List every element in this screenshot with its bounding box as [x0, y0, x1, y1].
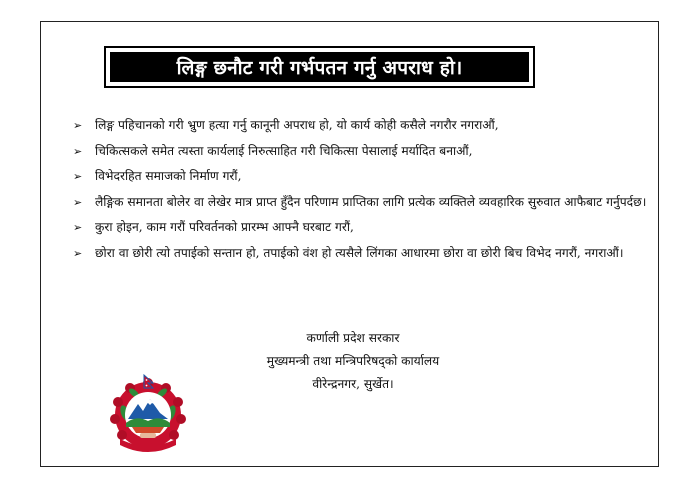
bullet-list: [73, 113, 651, 266]
notice-frame: [40, 21, 659, 467]
signature-office: मुख्यमन्त्री तथा मन्त्रिपरिषद्को कार्यालय: [266, 354, 440, 368]
list-item: [73, 190, 651, 216]
bullet-text: चिकित्सकले समेत त्यस्ता कार्यलाई निरुत्साहित गरी चिकित्सा पेसालाई मर्यादित बनाऔं,: [95, 143, 473, 158]
signature-location: वीरेन्द्रनगर, सुर्खेत।: [312, 377, 394, 391]
arrow-bullet-icon: ➢: [73, 144, 83, 158]
arrow-bullet-icon: ➢: [73, 195, 83, 209]
bullet-text: लैङ्गिक समानता बोलेर वा लेखेर मात्र प्राप्त हुँदैन परिणाम प्राप्तिका लागि प्रत्येक व्यक्तिले व्यवहारिक सुरुवात आफैबाट गर्नुपर्दछ।: [95, 194, 647, 209]
signature-government: कर्णाली प्रदेश सरकार: [306, 331, 400, 345]
bullet-text: विभेदरहित समाजको निर्माण गरौं,: [95, 169, 242, 183]
signature-block: [228, 327, 478, 396]
list-item: [73, 215, 651, 241]
title-banner: [104, 46, 535, 88]
arrow-bullet-icon: ➢: [73, 221, 83, 234]
notice-title: लिङ्ग छनौट गरी गर्भपतन गर्नु अपराध हो।: [110, 52, 529, 82]
karnali-province-emblem-icon: [106, 371, 190, 455]
list-item: [73, 139, 651, 165]
arrow-bullet-icon: ➢: [73, 246, 83, 260]
arrow-bullet-icon: ➢: [73, 170, 83, 183]
list-item: [73, 113, 651, 139]
bullet-text: लिङ्ग पहिचानको गरी भ्रुण हत्या गर्नु कानूनी अपराध हो, यो कार्य कोही कसैले नगरौर नगराऔं,: [95, 118, 499, 132]
list-item: [73, 164, 651, 190]
bullet-text: छोरा वा छोरी त्यो तपाईको सन्तान हो, तपाईको वंश हो त्यसैले लिंगका आधारमा छोरा वा छोरी बिच विभेद नगरौं, नगराऔं।: [95, 245, 624, 260]
arrow-bullet-icon: ➢: [73, 119, 83, 132]
bullet-text: कुरा होइन, काम गरौं परिवर्तनको प्रारम्भ आफ्नै घरबाट गरौं,: [95, 220, 354, 234]
list-item: [73, 241, 651, 267]
